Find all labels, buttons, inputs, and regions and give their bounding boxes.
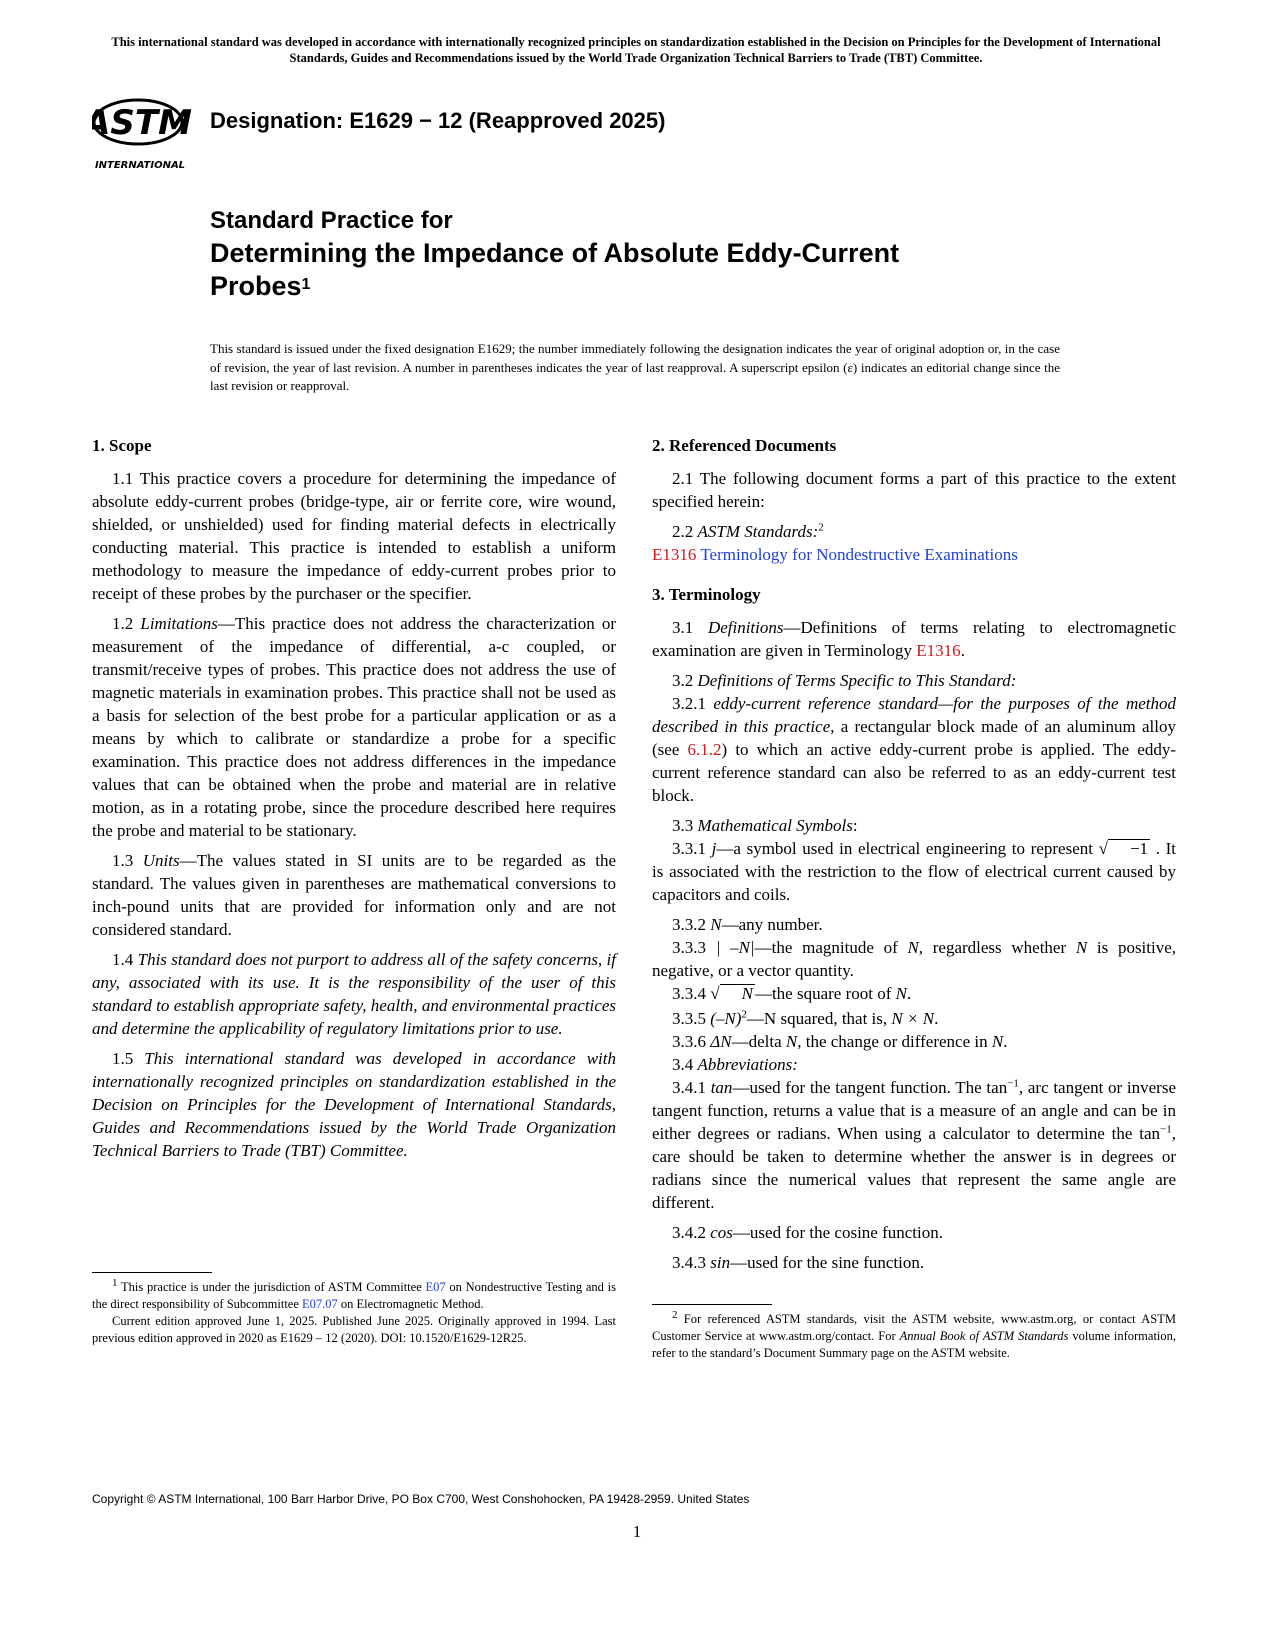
para-3-3-3: 3.3.3 | –N|—the magnitude of N, regardless whether N is positive, negative, or a vector quantity. (652, 938, 1177, 980)
wto-notice: This international standard was developed in accordance with internationally recognized principles on standardization established in the Decision on Principles for the Development of International Standards, Guides and Recommendations issued by the World Trade Organization Technical Barriers to Trade (TBT) Committee. (111, 35, 1161, 65)
subcommittee-e07-07-link[interactable]: E07.07 (302, 1297, 338, 1311)
copyright-line: Copyright © ASTM International, 100 Barr Harbor Drive, PO Box C700, West Conshohocken, PA 19428-2959. United States (92, 1492, 750, 1506)
ref-code-link[interactable]: E1316 (652, 545, 697, 564)
para-1-5: 1.5 This international standard was developed in accordance with internationally recognized principles on standardization established in the Decision on Principles for the Development of International Standards, Guides and Recommendations issued by the World Trade Organization Technical Barriers to Trade (TBT) Committee. (92, 1049, 616, 1160)
section-heading-referenced: 2. Referenced Documents (652, 436, 837, 455)
para-3-2: 3.2 Definitions of Terms Specific to This Standard: (672, 671, 1017, 690)
para-3-2-1: 3.2.1 eddy-current reference standard—for the purposes of the method described in this practice, a rectangular block made of an aluminum alloy (see 6.1.2) to which an active eddy-current probe is applied. The eddy-current reference standard can also be referred to as an eddy-current test block. (652, 694, 1176, 805)
para-3-1: 3.1 Definitions—Definitions of terms relating to electromagnetic examination are given in Terminology E1316. (652, 618, 1177, 660)
footnote-rule (652, 1304, 772, 1305)
section-6-1-2-link[interactable]: 6.1.2 (687, 740, 722, 759)
e1316-link[interactable]: E1316 (916, 641, 961, 660)
reference-entry[interactable] (652, 543, 1176, 566)
page-number: 1 (632, 1522, 642, 1541)
logo-subtext: INTERNATIONAL (94, 160, 186, 171)
title-footnote-mark: 1 (301, 276, 311, 293)
para-3-3-5: 3.3.5 $(-N)^2—N$ squared, that is, N × N. (672, 1008, 939, 1028)
footnote-1: $^1$ This practice is under the jurisdiction of ASTM Committee E07 on Nondestructive Testing and is the direct responsibility of Subcommittee E07.07 on Electromagnetic Method. Current edition approved June 1, 2025. Published June 2025. Originally approved in 1994. Last previous edition approved in 2020 as E1629 – 12 (2020). DOI: 10.1520/E1629-12R25. (92, 1272, 616, 1347)
committee-e07-link[interactable]: E07 (425, 1280, 446, 1294)
footnote-2: $^2$ For referenced ASTM standards, visit the ASTM website, www.astm.org, or contact ASTM Customer Service at www.astm.org/contact. For Annual Book of ASTM Standards volume information, refer to the standard’s Document Summary page on the ASTM website. (652, 1304, 1176, 1362)
para-2-1: 2.1 The following document forms a part of this practice to the extent specified herein: (652, 469, 1176, 511)
right-column (652, 434, 1176, 1281)
section-heading-terminology: 3. Terminology (652, 585, 761, 604)
ref-title-link[interactable]: Terminology for Nondestructive Examinations (700, 545, 1018, 564)
title-line-1: Standard Practice for (210, 207, 453, 234)
logo-text: ASTM (92, 103, 192, 143)
para-1-3: 1.3 Units—The values stated in SI units are to be regarded as the standard. The values given in parentheses are mathematical conversions to inch-pound units that are provided for information only and are not considered standard. (92, 851, 616, 939)
para-1-1: 1.1 This practice covers a procedure for determining the impedance of absolute eddy-current probes (bridge-type, air or ferrite core, wire wound, shielded, or unshielded) used for finding material defects in electrically conducting material. This practice is intended to establish a uniform methodology to measure the impedance of eddy-current probes prior to receipt of these probes by the purchaser or the specifier. (92, 469, 616, 603)
astm-logo (92, 86, 192, 172)
para-3-3-6: 3.3.6 ΔN—delta N, the change or difference in N. (672, 1032, 1008, 1051)
para-1-4: 1.4 This standard does not purport to address all of the safety concerns, if any, associated with its use. It is the responsibility of the user of this standard to establish appropriate safety, health, and environmental practices and determine the applicability of regulatory limitations prior to use. (92, 950, 616, 1038)
para-3-3-4: 3.3.4 √ N —the square root of N. (672, 984, 912, 1003)
left-column (92, 434, 616, 1169)
section-heading-scope: 1. Scope (92, 436, 152, 455)
footnote-rule (92, 1272, 212, 1273)
para-3-4-1: 3.4.1 tan—used for the tangent function. The $\tan^{-1}$, arc tangent or inverse tangent function, returns a value that is a measure of an angle and can be in either degrees or radians. When using a calculator to determine the $\tan^{-1}$, care should be taken to determine whether the answer is in degrees or radians since the numerical values that represent the same angle are different. (652, 1077, 1176, 1212)
para-3-4-2: 3.4.2 cos—used for the cosine function. (672, 1223, 944, 1242)
title-line-3: Probes (210, 271, 302, 301)
para-3-3: 3.3 Mathematical Symbols: (672, 816, 858, 835)
para-3-3-2: 3.3.2 N—any number. (672, 915, 823, 934)
title-line-2: Determining the Impedance of Absolute Eddy-Current (210, 238, 900, 268)
para-3-3-1: 3.3.1 j—a symbol used in electrical engineering to represent √ −1 . It is associated with the restriction to the flow of electrical current caused by capacitors and coils. (652, 839, 1177, 904)
document-title (210, 204, 1010, 303)
issued-note: This standard is issued under the fixed designation E1629; the number immediately following the designation indicates the year of original adoption or, in the case of revision, the year of last revision. A number in parentheses indicates the year of last reapproval. A superscript epsilon (ε) indicates an editorial change since the last revision or reapproval. (210, 341, 1060, 394)
edition-note: Current edition approved June 1, 2025. Published June 2025. Originally approved in 1994. Last previous edition approved in 2020 as E1629 – 12 (2020). DOI: 10.1520/E1629-12R25. (92, 1314, 616, 1345)
para-3-4-3: 3.4.3 sin—used for the sine function. (672, 1253, 925, 1272)
designation: Designation: E1629 − 12 (Reapproved 2025) (210, 108, 666, 133)
para-2-2: 2.2 ASTM Standards:$^2$ (672, 521, 824, 541)
para-3-4: 3.4 Abbreviations: (672, 1055, 798, 1074)
para-1-2: 1.2 Limitations—This practice does not address the characterization or measurement of the impedance of differential, a-c coupled, or transmit/receive types of probes. This practice does not address the use of magnetic materials in examination probes. This practice shall not be used as a basis for selection of the best probe for a particular application or as a means by which to calibrate or standardize a probe for a specific examination. This practice does not address differences in the impedance values that can be obtained when the probe and material are in relative motion, as in a rotating probe, since the procedure described here requires the probe and material to be stationary. (92, 614, 617, 840)
